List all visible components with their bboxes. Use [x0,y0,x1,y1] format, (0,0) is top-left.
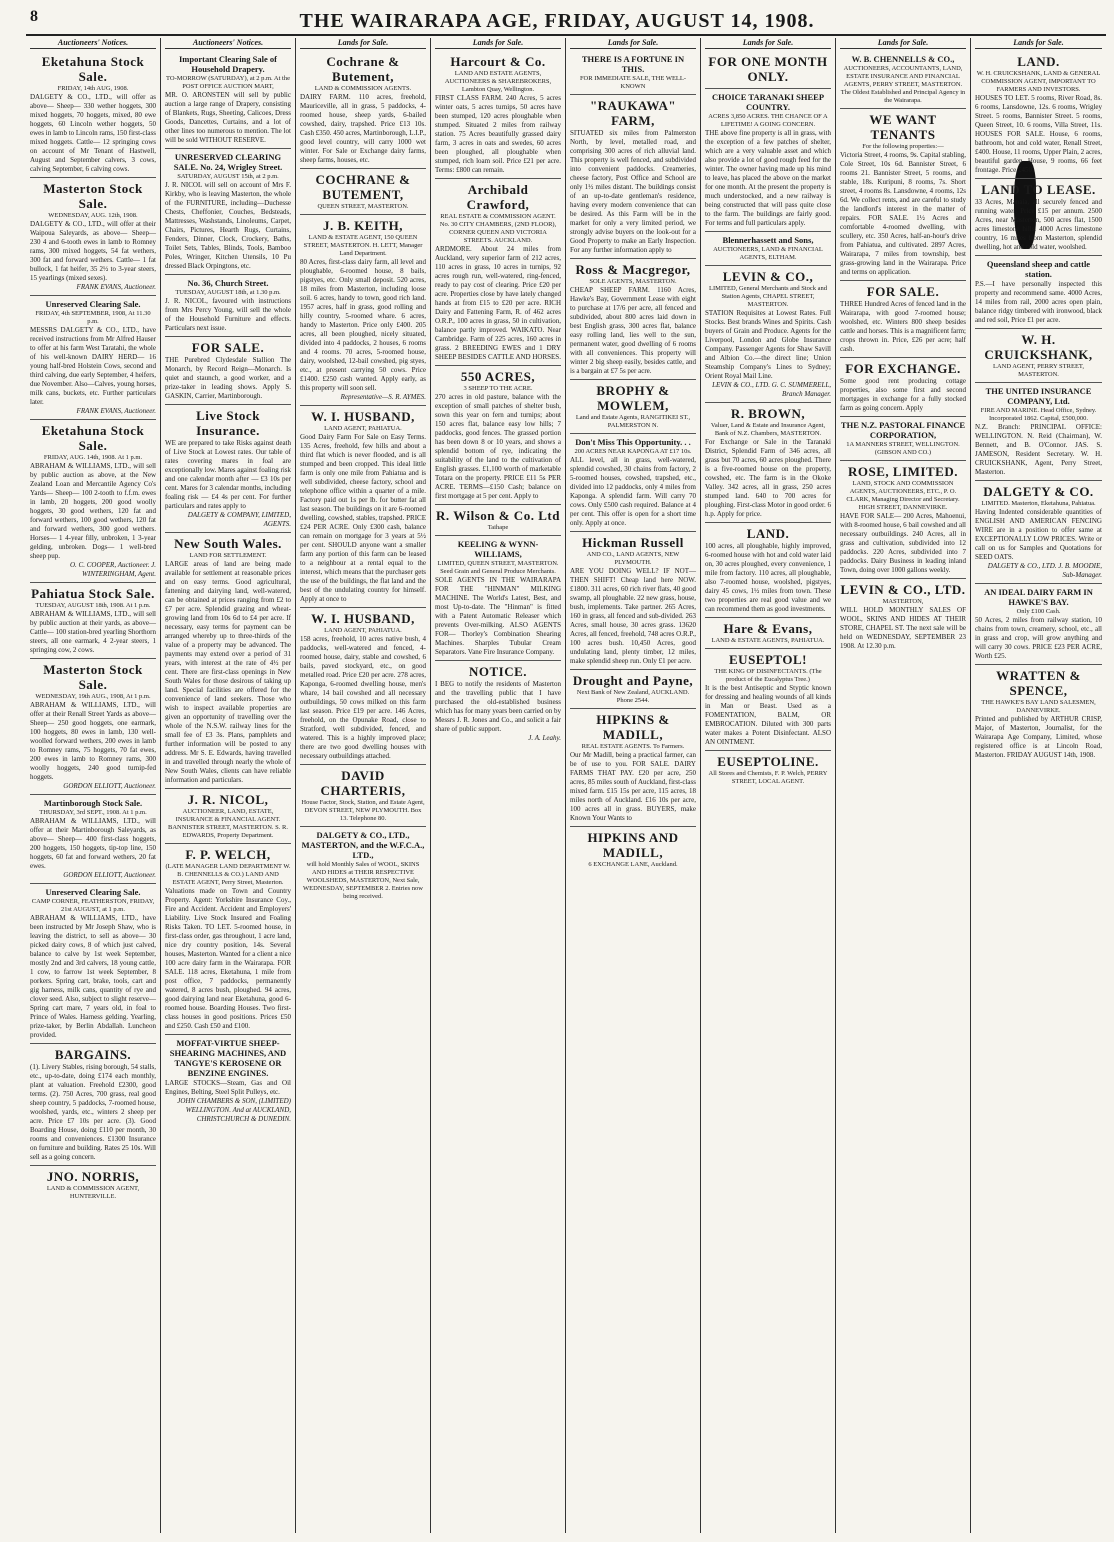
ad-title: BARGAINS. [54,1047,132,1062]
ad-title: EUSEPTOLINE. [717,754,819,769]
masthead [0,0,1114,30]
ad-title: Unreserved Clearing Sale. [45,299,141,309]
ad-title: Hare & Evans, [723,621,813,636]
column-4 [431,38,566,1533]
ad-title: 550 ACRES, [460,369,536,384]
advertisement [165,1035,291,1127]
ad-subtitle: 1A MANNERS STREET, WELLINGTON. (GIBSON AND CO.) [846,441,960,456]
column-8 [971,38,1106,1533]
advertisement [975,256,1102,329]
ad-subtitle: SATURDAY, AUGUST 15th, at 2 p.m. [177,173,279,180]
ad-subtitle: WEDNESDAY, AUG. 12th, 1908. [48,212,138,219]
ad-title: No. 36, Church Street. [187,278,269,288]
ad-title: CHOICE TARANAKI SHEEP COUNTRY. [711,92,825,112]
advertisement [840,358,966,417]
ad-subtitle: THURSDAY, 3rd SEPT., 1908. At 1 p.m. [39,809,147,816]
ad-subtitle: AUCTIONEERS, LAND & FINANCIAL AGENTS, ELTHAM. [713,246,823,261]
ad-title: Eketahuna Stock Sale. [41,54,145,84]
advertisement [300,51,426,169]
ad-title: Cochrane & Butement, [326,54,400,84]
advertisement [300,765,426,827]
advertisement [165,337,291,405]
advertisement [975,329,1102,383]
advertisement [165,149,291,275]
ad-body: Some good rent producing cottage properties, also some first and second mortgages in exchange for a fully stocked farm as going concern. Apply [840,377,966,412]
ad-title: JNO. NORRIS, [46,1169,140,1184]
ad-title: COCHRANE & BUTEMENT, [315,172,411,202]
ad-body: 33 Acres, Manaia, all securely fenced and running water. Price £15 per annum. 2500 Acres, near Masterton, 500 acres flat, 1500 acres limestone hills. 4000 Acres limestone country, 16 miles from Masterton, splendid dwelling, hot and cold water, woolshed. [975,198,1102,251]
ad-subtitle: FRIDAY, AUG. 14th, 1908. At 1 p.m. [43,454,143,461]
ad-title: FOR SALE. [866,284,940,299]
ad-title: Blennerhassett and Sons, [722,235,814,245]
ad-body: 50 Acres, 2 miles from railway station, 10 chains from town, creamery, school, etc., all in grass and crop, will grow anything and will carry 30 cows. PRICE £23 PER ACRE, Worth £25. [975,616,1102,660]
ad-body: P.S.—I have personally inspected this property and recommend same. 4000 Acres, 14 miles from rail, 2000 acres open plain, balance ridgy timbered with ironwood, black and red soil, Price £1 per acre. [975,280,1102,324]
masthead-rule [26,34,1106,36]
ad-subtitle: FIRE AND MARINE. Head Office, Sydney. Incorporated 1862. Capital, £500,000. [980,407,1097,422]
advertisement [30,659,156,795]
ad-title: KEELING & WYNN-WILLIAMS, [457,539,539,559]
ad-title: Don't Miss This Opportunity. . . [575,437,691,447]
advertisement [30,795,156,884]
advertisement [165,533,291,789]
ad-subtitle: REAL ESTATE & COMMISSION AGENT. No. 30 CITY CHAMBERS, (2ND FLOOR), CORNER QUEEN AND VICTORIA STREETS. AUCKLAND. [439,213,557,244]
ad-body: ABRAHAM & WILLIAMS, LTD., will offer at their Renall Street Yards as above— Sheep— 250 good hoggets, one earmark, 100 hoggets, 80 ewes in lamb, 130 well-woolled forward wethers, 200 ewes in lamb to Romney rams, 75 hoggets, 70 fat ewes, 200 ewes in lamb to Romney rams, 300 woolly hoggets, 240 good turnip-fed hoggets. [30,701,156,781]
advertisement [570,51,696,95]
advertisement [975,179,1102,256]
ad-signature: J. A. Leahy. [528,734,561,742]
ad-body: It is the best Antiseptic and Styptic known for dressing and healing wounds of all kinds in Man or Beast. Used as a FOMENTATION, BALM, OR EMBROCATION. Diluted with 300 parts water makes a Potent Disinfectant. ALSO AN OINTMENT. [705,684,831,746]
ad-body: For Exchange or Sale in the Taranaki District, Splendid Farm of 346 acres, all grass but 70 acres, 60 acres ploughed. There is a five-roomed house on the property, cowshed, etc. The farm is in the Okoke Valley. 342 acres, all in grass, 250 acres stumped land. 640 to 700 acres for ploughing. First-class Motor in good order. 6 h.p. Apply for price. [705,438,831,518]
newspaper-title: THE WAIRARAPA AGE, FRIDAY, AUGUST 14, 1908. [299,10,815,32]
ad-body: DALGETY & CO., LTD., will offer as above— Sheep— 330 wether hoggets, 300 mixed hoggets, 70 hoggets, mixed, 80 ewe hoggets, 60 Lincoln wether hoggets, 50 ewes in lamb to Lincoln rams, 150 first-class mixed hoggets. Cattle— 12 springing cows on account of Mr Tenant of Hastwell, August and September calvers, 3 cows, calving September, 6 calving cows. [30,93,156,173]
advertisement [840,579,966,654]
ad-subtitle: SOLE AGENTS, MASTERTON. [589,278,677,285]
ad-title: NOTICE. [468,664,528,679]
ad-subtitle: AUCTIONEERS, ACCOUNTANTS, LAND, ESTATE INSURANCE AND FINANCIAL AGENTS, PERRY STREET, MASTERTON. The Oldest Established and Principal Agency in the Wairarapa. [840,65,966,104]
column-3 [296,38,431,1533]
ad-body: J. R. NICOL will sell on account of Mrs F. Kirkby, who is leaving Masterton, the whole of the FURNITURE, including—Duchesse Chests, Cheffonier, Couches, Bedsteads, Mattresses, Washstands, Linoleums, Carpet, Chairs, Pictures, Hearth Rugs, Curtains, Fenders, Dinner, Clock, Crockery, Baths, Toilet Sets, Tables, Blinds, Tools, Bamboo Poles, Wringer, Kitchen Utensils, 10 Pu dressed Black Orpingtons, etc. [165,181,291,270]
advertisement [30,583,156,659]
ad-signature: O. C. COOPER, Auctioneer. J. WINTERINGHAM, Agent. [70,561,156,578]
ad-body: (1). Livery Stables, rising borough, 54 stalls, etc., up-to-date, doing £174 each monthly, plant at valuation. Freehold £2300, good terms. (2). 750 Acres, 700 grass, real good sheep country, 5 paddocks, 7-roomed house, woolshed, yards, etc., winters 2 sheep per acre. Price £7 10s per acre. (3). Good Boarding House, doing £110 per month, 30 rooms and conveniences. £1300 Insurance on furniture and building. Rates 25 10s. Will sell as a going concern. [30,1063,156,1161]
ad-title: LAND. [746,526,790,541]
ad-title: Queensland sheep and cattle station. [986,259,1091,279]
ad-body: STATION Requisites at Lowest Rates. Full Stocks. Best brands Wines and Spirits. Cash buyers of Grain and Produce. Agents for the Liverpool, London and Globe Insurance Company. Passenger Agents for Shaw Savill and Albion Co.—the direct line; Union Steamship Company's Lines to Sydney; Orient Royal Mail Line. [705,309,831,380]
ad-title: DALGETY & CO. [983,484,1094,499]
ad-body: ABRAHAM & WILLIAMS, LTD., will sell by public auction at their yards, as above— Cattle— 100 station-bred yearling Shorthorn steers, all one earmark, 4 2-year steers, 1 springing cow, 2 cows. [30,610,156,654]
ad-subtitle: LIMITED, General Merchants and Stock and Station Agents, CHAPEL STREET, MASTERTON. [708,285,828,308]
advertisement [30,1166,156,1204]
column-heading: Auctioneers' Notices. [30,38,156,49]
advertisement [30,420,156,583]
ad-body: HOUSES TO LET. 5 rooms, River Road, 8s. 6 rooms, Lansdowne, 12s. 6 rooms, Wrigley Street. 5 rooms, Bannister Street. 5 rooms, Queen Street, 10. 6 rooms, Villa Street, 11s. HOUSES FOR SALE. House, 6 rooms, bathroom, hot and cold water, Renall Street, £400. House, 11 rooms, Upper Plain, 2 acres, beautiful garden. House, 9 rooms, 66 feet frontage. Price £450. [975,94,1102,174]
advertisement [300,406,426,608]
advertisement [975,584,1102,665]
ad-body: 270 acres in old pasture, balance with the exception of small patches of shelter bush, sown this year on fern and turnips; about 150 acres flat, balance easy low hills; 7 paddocks, good fences. The grassed portion has been down 8 or 10 years, and shows a splendid bottom of rye, indicating the suitability of the land to the cultivation of English grasses. £1,100 worth of marketable Totara on the property. PRICE £11 5s PER ACRE. TERMS—£150 Cash; balance on first mortgage at 5 per cent. Apply to [435,393,561,500]
ad-title: WRATTEN & SPENCE, [996,668,1081,698]
ad-title: DALGETY & CO., LTD., MASTERTON, and the W.F.C.A., LTD., [301,830,425,860]
ad-body: N.Z. Branch: PRINCIPAL OFFICE: WELLINGTON. N. Reid (Chairman), W. Bennett, and B. O'Connor. JAS. S. JAMESON, Resident Secretary. W. H. CRUICKSHANK, Agent, Perry Street, Masterton. [975,423,1102,476]
ad-title: Unreserved Clearing Sale. [45,887,141,897]
ad-title: MOFFAT-VIRTUE SHEEP-SHEARING MACHINES, AND TANGYE'S KEROSENE OR BENZINE ENGINES. [169,1038,287,1078]
ad-body: DALGETY & CO., LTD., will offer at their Waipoua Saleyards, as above— Sheep— 230 4 and 6-tooth ewes in lamb to Romney rams, 300 mixed hoggets, 54 fat wethers, 300 fat and forward wethers. Cattle— 1 fat bullock, 1 fat heifer, 35 2½ to 3-year steers, 15 yearlings (mixed sexes). [30,220,156,282]
ad-body: Having Indented considerable quantities of ENGLISH AND AMERICAN FENCING WIRE are in a position to offer same at EXCEPTIONALLY LOW PRICES. Write or call on us for Samples and Quotations for SEED OATS. [975,508,1102,561]
ad-subtitle: 6 EXCHANGE LANE, Auckland. [588,861,678,868]
advertisement [435,536,561,661]
ad-title: W. I. HUSBAND, [311,409,415,424]
ad-title: FOR EXCHANGE. [845,361,961,376]
advertisement [435,505,561,536]
column-7 [836,38,971,1533]
ad-subtitle: CAMP CORNER, FEATHERSTON, FRIDAY, 21st AUGUST, at 1 p.m. [31,898,155,913]
ad-body: I BEG to notify the residents of Masterton and the travelling public that I have purchased the old-established business which has for many years been carried on by Messrs J. R. Jones and Co., and solicit a fair share of public support. [435,680,561,733]
ad-subtitle: House Factor, Stock, Station, and Estate Agent, DEVON STREET, NEW PLYMOUTH. Box 13. Telephone 80. [301,799,425,822]
ad-body: ABRAHAM & WILLIAMS, LTD., will offer at their Martinborough Saleyards, as above— Sheep— 400 first-class hoggets, 200 hoggets, 150 hoggets, tip-top line, 150 hoggets, 60 fat and forward wethers, 20 fat ewes. [30,817,156,870]
column-6 [701,38,836,1533]
ad-subtitle: LAND AGENT, PERRY STREET, MASTERTON. [992,363,1085,378]
advertisement [705,649,831,751]
page-number: 8 [30,8,38,25]
ad-body: ABRAHAM & WILLIAMS, LTD., have been instructed by Mr Joseph Shaw, who is leaving the district, to sell as above— 30 picked dairy cows, 8 of which just calved, balance to calve by 1st week September, mostly 2nd and 3rd calvers, 18 young cattle, 1 cow, to farrow 1st week September, 8 porkers. Spring cart, brake, tools, cart and gig harness, milk cans, quantity of rye and clover seed. Also, subject to slight reserve— Spring cart mare, 7 years old, in foal to Prince of Wales. Harness gelding. Yearling, prize-taker, by Berlin Abdallah. Luncheon provided. [30,914,156,1039]
ad-title: Important Clearing Sale of Household Drapery. [179,54,277,74]
ad-title: DAVID CHARTERIS, [320,768,406,798]
advertisement [705,751,831,789]
advertisement [840,109,966,281]
ad-title: J. B. KEITH, [322,218,404,233]
ad-title: Martinborough Stock Sale. [43,798,143,808]
ad-title: LAND. [1017,54,1060,69]
ad-body: HAVE FOR SALE— 200 Acres, Mahoenui, with 8-roomed house, 6 bail cowshed and all necessary outbuildings. 240 Acres, all in grass and cultivation, subdivided into 12 paddocks. 220 Acres, subdivided into 7 paddocks. Dairy Business in leading inland Town, doing over 1000 gallons weekly. [840,512,966,574]
advertisement [975,383,1102,481]
advertisement [570,95,696,259]
ad-body: J. R. NICOL, favoured with instructions from Mrs Percy Young, will sell the whole of the Household Furniture and effects. Particulars next issue. [165,297,291,332]
advertisement [435,366,561,505]
ad-title: ROSE, LIMITED. [848,464,958,479]
ad-title: R. Wilson & Co. Ltd [436,508,560,523]
advertisement [300,215,426,406]
ad-signature: LEVIN & CO., LTD. G. C. SUMMERELL, Branch Manager. [712,381,831,398]
ad-title: "RAUKAWA" FARM, [589,98,677,128]
advertisement [165,51,291,149]
column-heading: Auctioneers' Notices. [165,38,291,49]
advertisement [570,827,696,872]
column-2 [161,38,296,1533]
ad-subtitle: WEDNESDAY, 19th AUG., 1908, At 1 p.m. [35,693,151,700]
advertisement [30,178,156,296]
ad-subtitle: Land and Estate Agents, RANGITIKEI ST., PALMERSTON N. [575,414,691,429]
ad-subtitle: REAL ESTATE AGENTS. To Farmers. [581,743,685,750]
ad-title: R. BROWN, [730,406,806,421]
ad-body: 80 Acres, first-class dairy farm, all level and ploughable, 6-roomed house, 8 bails, pigstyes, etc. Only small deposit. 520 acres, 18 miles from Masterton, including loose soil. 6 acres, handy to town, good rich land. 1957 acres, half in grass, good rolling and hilly country, 5-roomed whare. 6 acres, handy to Masterton. Price only £400. 205 acres, all been ploughed, nicely situated, divided into 4 paddocks, 2 houses, 6 rooms and 4 rooms. 70 acres, 5-roomed house, dairy, woolshed, 12-bail cowshed, pig styes, etc., at present carrying 50 cows. Price £1400. £250 cash wanted. Apply early, as this property will soon sell. [300,258,426,392]
ad-subtitle: LIMITED. Masterton, Eketahuna, Pahiatua. [981,500,1096,507]
ad-title: FOR SALE. [191,340,265,355]
advertisement [570,380,696,434]
ad-subtitle: LAND & COMMISSION AGENTS. [314,85,412,92]
ad-subtitle: LAND AGENT, PAHIATUA. [324,627,402,634]
ad-subtitle: LIMITED, QUEEN STREET, MASTERTON. Seed Grain and General Produce Merchants. [437,560,559,575]
ad-subtitle: QUEEN STREET, MASTERTON. [317,203,409,210]
ad-body: ARDMORE. About 24 miles from Auckland, very superior farm of 212 acres, 110 acres in grass, 10 acres in turnips, 92 acres rough run, well-watered, ring-fenced, ready to pay cost of clearing. Price £20 per acre. Properties close by have lately changed hands at from £15 to £20 per acre. RICH Dairy and Fattening Farm, R. of 462 acres O.R.P., 100 acres in grass, 50 in cultivation, balance partly improved. WAIKATO. Near Cambridge. Farm of 225 acres, 160 acres in grass. 2 BREEDING EWES and 1 DRY SHEEP BESIDES CATTLE AND HORSES. [435,245,561,361]
ad-title: EUSEPTOL! [729,652,807,667]
ad-subtitle: AND CO., LAND AGENTS, NEW PLYMOUTH. [586,551,680,566]
ad-signature: FRANK EVANS, Auctioneer. [76,407,156,415]
ad-body: Good Dairy Farm For Sale on Easy Terms. 135 Acres, freehold, few hills and about a third flat which is never flooded, and is all stumped and been cropped. This ideal little farm is only one mile from Pahiatua and is well subdivided, cheese factory, school and telephone office within a quarter of a mile. Factory paid out 1s per lb. for butter fat all last season. The buildings on it are 6-roomed dwelling, cowshed, stables, trapshed. PRICE £24 PER ACRE. Only £300 cash, balance can remain on mortgage for 3 years at 5½ per cent. SHOULD anyone want a smaller farm any portion of this farm can be leased to a neighbour at a rental equal to the interest, which means that the purchaser gets the use of the buildings, the flat land and the best of the undulating country for himself. Apply at once to [300,433,426,603]
advertisement [570,434,696,532]
advertisement [705,618,831,649]
ad-body: FIRST CLASS FARM. 240 Acres, 5 acres winter oats, 5 acres turnips, 50 acres have been stumped, 120 acres ploughable when stumped. Situated 2 miles from railway station. 75 Acres beautifully grassed dairy farm, 3 acres in oats and swedes, 60 acres been ploughed, all ploughable when stumped, rich loam soil. Price £21 per acre. Terms: £800 can remain. [435,94,561,174]
ad-title: AN IDEAL DAIRY FARM IN HAWKE'S BAY. [984,587,1093,607]
column-heading: Lands for Sale. [975,38,1102,49]
ad-title: LAND TO LEASE. [981,182,1096,197]
ad-title: Harcourt & Co. [450,54,546,69]
ad-subtitle: THE HAWKE'S BAY LAND SALESMEN, DANNEVIRKE. [981,699,1096,714]
ad-body: 158 acres, freehold, 10 acres native bush, 4 paddocks, well-watered and fenced, 4-roomed house, dairy, stable and cowshed, 6 bails, paved stockyard, etc., on good metalled road. Price £20 per acre. 278 acres, Kaponga, 6-roomed dwelling house, men's whare, 14 bail cowshed and all necessary outbuildings, 50 cows milked on this farm last season. Price £19 per acre. 146 Acres, freehold, on the Opunake Road, close to Stratford, well subdivided, fenced, and watered. This is a highly improved place; there are two good dwelling houses with necessary outbuildings attached. [300,635,426,760]
ad-signature: JOHN CHAMBERS & SON, (LIMITED) WELLINGTON. And at AUCKLAND, CHRISTCHURCH & DUNEDIN. [177,1097,291,1123]
ad-title: Masterton Stock Sale. [43,181,143,211]
ad-subtitle: THE KING OF DISINFECTANTS. (The product of the Eucalyptus Tree.) [714,668,822,683]
ad-title: Archibald Crawford, [466,182,530,212]
ad-subtitle: (LATE MANAGER LAND DEPARTMENT W. B. CHENNELLS & CO.) LAND AND ESTATE AGENT, Perry Street, Masterton. [165,863,291,886]
ad-signature: DALGETY & CO., LTD. J. B. MOODIE, Sub-Manager. [987,562,1102,579]
advertisement [705,523,831,618]
advertisement [705,403,831,523]
ad-subtitle: TO-MORROW (SATURDAY), at 2 p.m. At the POST OFFICE AUCTION MART, [166,75,290,90]
ad-subtitle: LAND, STOCK AND COMMISSION AGENTS, AUCTIONEERS, ETC., P. O. CLARK, Managing Director and Secretary. HIGH STREET, DANNEVIRKE. [846,480,960,511]
ad-title: W. B. CHENNELLS & CO., [851,54,955,64]
ad-signature: DALGETY & COMPANY, LIMITED, AGENTS. [187,511,291,528]
advertisement [840,461,966,579]
ad-body: THE Purebred Clydesdale Stallion The Monarch, by Record Reign—Monarch. Is quiet and staunch, a good worker, and a prize-taker in leading shows. Apply S. GASKIN, Carrier, Martinborough. [165,356,291,400]
advertisement [705,232,831,266]
ad-subtitle: Valuer, Land & Estate and Insurance Agent, Bank of N.Z. Chambers, MASTERTON. [710,422,826,437]
advertisement [165,789,291,844]
ad-title: UNRESERVED CLEARING SALE. No. 24, Wrigley Street. [173,152,283,172]
ad-title: THERE IS A FORTUNE IN THIS. [581,54,685,74]
ad-title: HIPKINS AND MADILL, [587,830,679,860]
ad-title: Masterton Stock Sale. [43,662,143,692]
ad-body: SITUATED six miles from Palmerston North, by level, metalled road, and comprising 300 acres of rich alluvial land. This property is well fenced, and subdivided into convenient paddocks. Creameries, cheese factory, Post Office and School are only 1½ miles distant. The buildings consist of an up-to-date gentleman's residence, having every modern convenience that can be desired. As this Farm will be in the market for only a very limited period, we strongly advise buyers on the look-out for a Good Property to make an Early Inspection. For any further information apply to [570,129,696,254]
advertisement [165,275,291,337]
ad-subtitle: LAND AGENT, PAHIATUA. [324,425,402,432]
ad-subtitle: LAND & ESTATE AGENT, 150 QUEEN STREET, MASTERTON. H. LETT, Manager Land Department. [303,234,423,257]
advertisement [435,179,561,366]
ad-body: ARE YOU DOING WELL? IF NOT— THEN SHIFT! Cheap land here NOW. £1800. 311 acres, 60 rich river flats, 40 good swamp, all ploughable. 22 new grass, house, bush, implements. Take partner. 265 Acres, 160 in grass, all fenced and sub-divided. 263 Acres, small house, 30 acres grass. 13620 Acres, all fenced, freehold, 748 acres O.R.P., 100 acres bush. 10,450 Acres, good undulating land, plenty timber, 12 miles, make splendid sheep run. Only £1 per acre. [570,567,696,665]
ad-title: BROPHY & MOWLEM, [596,383,670,413]
ad-title: W. H. CRUICKSHANK, [984,332,1093,362]
ad-subtitle: LAND AND ESTATE AGENTS, AUCTIONEERS & SHAREBROKERS, Lambton Quay, Wellington. [444,70,552,93]
ad-title: THE N.Z. PASTORAL FINANCE CORPORATION, [840,420,966,440]
ad-body: ALL level, all in grass, well-watered, splendid cowshed, 30 chains from factory, 2 5-roomed houses, cowshed, trapshed, etc., divided into 12 paddocks, only 4 miles from Kaponga. A splendid farm. Will carry 70 cows. Only £500 cash required. Balance at 4 per cent. This offer is open for a short time only. Apply at once. [570,456,696,527]
ad-body: 100 acres, all ploughable, highly improved, 6-roomed house with hot and cold water laid on, 30 acres ploughed, every convenience, 1 mile from factory. 110 acres, all ploughable, also 7-roomed house, woolshed, pigstyes, dairy 45 cows, 1½ miles from town. These two properties are real good value and we can recommend them as good investments. [705,542,831,613]
ad-title: LEVIN & CO., [722,269,814,284]
ad-subtitle: will hold Monthly Sales of WOOL, SKINS AND HIDES at THEIR RESPECTIVE WOOLSHEDS, MASTERTON, Next Sale, WEDNESDAY, SEPTEMBER 2. Entries now being received. [303,861,423,900]
ad-subtitle: 3 SHEEP TO THE ACRE. [463,385,533,392]
ad-title: Ross & Macgregor, [575,262,691,277]
advertisement [840,281,966,358]
ad-title: LEVIN & CO., LTD. [840,582,966,597]
ad-subtitle: Taihape [487,524,509,531]
ad-body: THREE Hundred Acres of fenced land in the Wairarapa, with good 7-roomed house; woolshed, etc. Winters 800 sheep besides cattle and horses. This is a magnificent farm; crops thrown in. Price, £26 per acre; half cash. [840,300,966,353]
advertisement [300,608,426,765]
ad-subtitle: For the following properties:— [862,143,944,150]
advertisement [30,1044,156,1166]
ad-title: Eketahuna Stock Sale. [41,423,145,453]
ad-subtitle: All Stores and Chemists, F. P. Welch, PERRY STREET, LOCAL AGENT. [708,770,828,785]
advertisement [435,51,561,179]
advertisement [705,51,831,89]
ad-subtitle: Only £100 Cash. [1016,608,1061,615]
ad-title: W. I. HUSBAND, [311,611,415,626]
ad-title: F. P. WELCH, [185,847,271,862]
advertisement [165,405,291,533]
column-heading: Lands for Sale. [570,38,696,49]
ad-subtitle: AUCTIONEER, LAND, ESTATE, INSURANCE & FINANCIAL AGENT. BANNISTER STREET, MASTERTON. S. R. EDWARDS, Property Department. [168,808,288,839]
ad-title: THE UNITED INSURANCE COMPANY, Ltd. [985,386,1092,406]
ad-subtitle: W. H. CRUICKSHANK, LAND & GENERAL COMMISSION AGENT, IMPORTANT TO FARMERS AND INVESTORS. [976,70,1101,93]
ad-body: THE above fine property is all in grass, with the exception of a few patches of shelter, which are a very valuable asset and which also provide a lot of good rough feed for the winter. The owner having made up his mind to leave, has placed the above on the market for one month. At the present the property is much understocked, and a new railway is being constructed that will pass quite close to the farm. The buildings are fairly good. For terms and full particulars apply. [705,129,831,227]
ad-subtitle: Next Bank of New Zealand, AUCKLAND. Phone 2544. [576,689,690,704]
ad-subtitle: ACRES 3,850 ACRES. THE CHANCE OF A LIFETIME! A GOING CONCERN. [708,113,828,128]
ad-subtitle: TUESDAY, AUGUST 18th, 1908. At 1 p.m. [35,602,151,609]
ad-signature: GORDON ELLIOTT, Auctioneer. [63,871,156,879]
advertisement [165,844,291,1035]
advertisement [300,169,426,215]
ad-subtitle: FOR IMMEDIATE SALE, THE WELL-KNOWN [579,75,687,90]
ad-body: LARGE areas of land are being made available for settlement at reasonable prices and on easy terms. Good agricultural, fattening and dairying land, well-watered, can be obtained at prices ranging from £2 to £7 per acre. Splendid grazing and wheat-growing land from 10s 6d to £4 per acre. If necessary, easy terms for payment can be arranged whereby up to three-thirds of the value of a property may be advanced. The payments may extend over a period of 31 years, with interest at the rate of 4½ per cent. There are first-class openings in New South Wales for those desirous of taking up land. Special facilities are offered for the convenience of land seekers. Those who wish to inspect available properties are given an opportunity of travelling over the whole of the N.S.W. railway lines for the small fee of £3 3s. Plans, pamphlets and further information will be posted to any address. Mr S. E. Edwards, having travelled in and travelled through nearly the whole of New South Wales, clients can have reliable information and particulars. [165,560,291,784]
advertisement [570,709,696,827]
ad-body: SOLE AGENTS IN THE WAIRARAPA FOR THE "HINMAN" MILKING MACHINE. The World's Latest, Best, and most Up-to-date. The "Hinman" is fitted with a Patent Automatic Releaser which prevents Over-milking. ALSO AGENTS FOR— Thorley's Combination Shearing Machines. Sharples Tubular Cream Separators. Vane Fire Insurance Company. [435,576,561,656]
ad-body: LARGE STOCKS—Steam, Gas and Oil Engines, Belting, Steel Split Pulleys, etc. [165,1079,291,1096]
ad-subtitle: FRIDAY, 4th SEPTEMBER, 1908, At 11.30 p.m. [35,310,151,325]
advertisement [435,661,561,746]
ad-body: MESSRS DALGETY & CO., LTD., have received instructions from Mr Alfred Hauser to offer at his farm West Taratahi, the whole of his well-known DAIRY HERD— 16 young half-bred Holstein Cows, second and third calving, due early September, 4 heifers, due November. Also—Calves, young horses, milk cans, buckets, etc. Further particulars later. [30,326,156,406]
ad-body: Victoria Street, 4 rooms, 9s. Capital stabling, Cole Street, 10s 6d. Bannister Street, 6 rooms 21. Bannister Street, 5 rooms, and stable, 18s. Kuripuni, 8 rooms, 7s. Short street, 4 rooms 8s. Lansdowne, 4 rooms, 12s 6d. We collect rents, and are careful to study the landlord's interest in the matter of repairs. FOR SALE. 1½ Acres and comfortable 4-roomed dwelling, with scullery, etc. 350 Acres, half-an-hour's drive from Pahiatua, and cultivated. 2897 Acres, Wairarapa, 7 miles from township, best grass-growing land in the Wairarapa. Price and terms on application. [840,151,966,276]
advertisement [30,296,156,420]
column-heading: Lands for Sale. [300,38,426,49]
ad-title: Drought and Payne, [572,673,694,688]
advertisement [840,417,966,461]
ad-title: Pahiatua Stock Sale. [31,586,155,601]
advertisement [30,51,156,178]
ad-body: Printed and published by ARTHUR CRISP, Major, of Masterton, Journalist, for the Wairarapa Age Company, Limited, whose registered office is at Lincoln Road, Masterton. FRIDAY AUGUST 14th, 1908. [975,715,1102,759]
ad-title: FOR ONE MONTH ONLY. [708,54,828,84]
ad-body: MR. O. ARONSTEN will sell by public auction a large range of Drapery, consisting of Blankets, Rugs, Sheeting, Calicoes, Dress Goods, Dancettes, Curtains, and a lot of other lines too numerous to mention. The lot will be sold WITHOUT RESERVE. [165,91,291,144]
advertisement [705,266,831,403]
ad-subtitle: LAND & COMMISSION AGENT, HUNTERVILLE. [46,1185,140,1200]
ad-body: DAIRY FARM. 110 acres, freehold, Mauriceville, all in grass, 5 paddocks, 4-roomed house, sheep yards, 6-bailed cowshed, dairy, trapshed. Price £13 10s. Cash £350. 450 acres, Martinborough, L.I.P., good level country, will carry 1000 wet winter. For Sale or Exchange dairy farms, sheep farms, houses, etc. [300,93,426,164]
ad-subtitle: LAND & ESTATE AGENTS, PAHIATUA. [711,637,825,644]
column-heading: Lands for Sale. [840,38,966,49]
advertisement [300,827,426,904]
ad-title: Hickman Russell [582,535,684,550]
advertisement [570,532,696,670]
ad-signature: FRANK EVANS, Auctioneer. [76,283,156,291]
advertisement [30,884,156,1044]
ad-body: WE are prepared to take Risks against death of Live Stock at Lowest rates. Our table of rates covering mares in foal are exceptionally low. Mares against foaling risk and one calendar month after — £3 10s per cent. Mares for 3 calendar months, including foaling risk — £4 4s per cent. For further particulars and rates apply to [165,439,291,510]
ad-body: WILL HOLD MONTHLY SALES OF WOOL, SKINS AND HIDES AT THEIR STORE, CHAPEL ST. The next sale will be held on WEDNESDAY, SEPTEMBER 23 1908. At 12.30 p.m. [840,606,966,650]
ad-subtitle: TUESDAY, AUGUST 18th, at 1.30 p.m. [175,289,281,296]
ad-body: Our Mr Madill, being a practical farmer, can be of use to you. FOR SALE. DAIRY FARMS THAT PAY. £20 per acre, 250 acres, 85 miles south of Auckland, first-class mixed farm. £15 15s per acre, 115 acres, 18 miles north of Auckland. £16 10s per acre, 100 acres all in grass. BUYERS, make Known Your Wants to [570,751,696,822]
columns-container [26,38,1106,1533]
ad-title: Live Stock Insurance. [196,408,260,438]
ad-title: New South Wales. [174,536,282,551]
advertisement [975,481,1102,584]
column-1 [26,38,161,1533]
advertisement [570,670,696,709]
ad-title: HIPKINS & MADILL, [596,712,670,742]
column-heading: Lands for Sale. [435,38,561,49]
advertisement [840,51,966,109]
advertisement [705,89,831,232]
ad-subtitle: 200 ACRES NEAR KAPONGA AT £17 10s. [574,448,692,455]
column-5 [566,38,701,1533]
ad-subtitle: LAND FOR SETTLEMENT. [189,552,267,559]
advertisement [570,259,696,380]
ad-subtitle: FRIDAY, 14th AUG, 1908. [57,85,129,92]
ad-title: J. R. NICOL, [187,792,269,807]
ad-signature: GORDON ELLIOTT, Auctioneer. [63,782,156,790]
ad-body: CHEAP SHEEP FARM. 1160 Acres, Hawke's Bay, Government Lease with eight to purchase at 17/6 per acre, all fenced and subdivided, about 800 acres laid down in best English grass, 300 acres flat, balance easy rolling land, lies well to the sun, permanent water, good dwelling of 6 rooms with all conveniences. This property will winter 2 big sheep easily, besides cattle, and is a bargain at £7 5s per acre. [570,286,696,375]
ad-subtitle: MASTERTON, [882,598,924,605]
advertisement [975,51,1102,179]
ad-title: WE WANT TENANTS [869,112,937,142]
advertisement [975,665,1102,763]
ad-body: Valuations made on Town and Country Property. Agent: Yorkshire Insurance Coy., Fire and Accident. Accident and Employers' Liability. Live Stock Insured and Foaling Risks Taken. TO LET. 5-roomed house, in first-class order, gas throughout, 1 acre land, nice dry country position, 14s. Several houses, Masterton. Wanted for a client a nice 100 acre dairy farm in the Wairarapa. FOR SALE. 118 acres, Eketahuna, 1 mile from post office, 7 paddocks, permanently watered, 8 acres bush, ploughed. 94 acres, good dairying land near Eketahuna, good 6-roomed house. Boarding Houses. Two first-class houses in good positions. Prices £50 and £250. Cash £50 and £100. [165,887,291,1030]
ad-signature: Representative—S. R. AYMES. [340,393,426,401]
ad-body: ABRAHAM & WILLIAMS, LTD., will sell by public auction as above, at the New Zealand Loan and Mercantile Agency Co's Yards— Sheep— 100 2-tooth to f.f.m. ewes in lamb, 20 hoggets, 200 good woolly hoggets, 30 good wethers, 120 fat and forward wethers, 100 good wethers, 120 fat and forward wethers, 300 good wethers. Horses— 1 4-year filly, unbroken, 1 3-year gelding, unbroken. Dogs— 1 well-bred sheep pup. [30,462,156,560]
column-heading: Lands for Sale. [705,38,831,49]
